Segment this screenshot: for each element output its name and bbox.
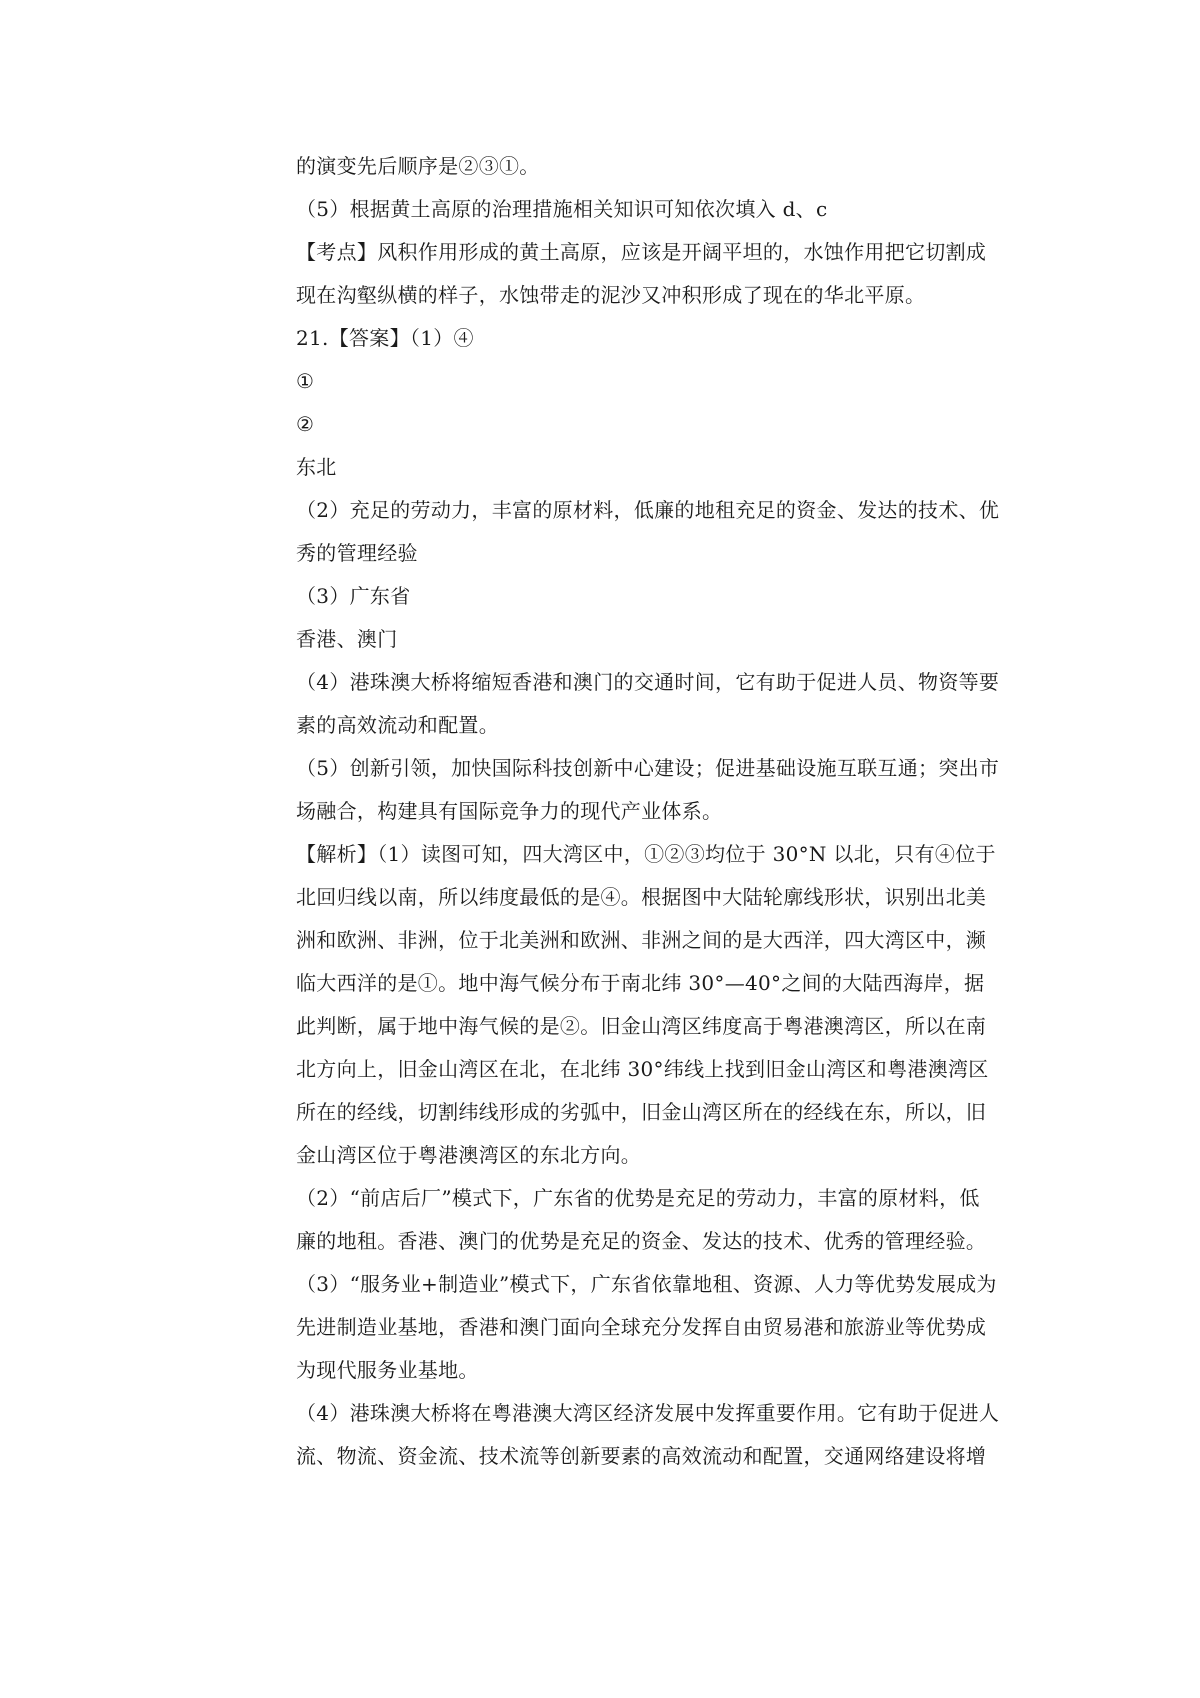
text-line: 廉的地租。香港、澳门的优势是充足的资金、发达的技术、优秀的管理经验。 <box>296 1229 987 1253</box>
text-line: 金山湾区位于粤港澳湾区的东北方向。 <box>296 1143 642 1167</box>
text-line: ① <box>296 369 315 393</box>
text-line: 为现代服务业基地。 <box>296 1358 479 1382</box>
text-line: 北回归线以南，所以纬度最低的是④。根据图中大陆轮廓线形状，识别出北美 <box>296 885 987 909</box>
text-line: 北方向上，旧金山湾区在北，在北纬 30°纬线上找到旧金山湾区和粤港澳湾区 <box>296 1057 989 1081</box>
text-line: （3）广东省 <box>296 584 411 608</box>
text-line: （4）港珠澳大桥将在粤港澳大湾区经济发展中发挥重要作用。它有助于促进人 <box>296 1401 1000 1425</box>
text-line: 的演变先后顺序是②③①。 <box>296 154 540 178</box>
text-line: （4）港珠澳大桥将缩短香港和澳门的交通时间，它有助于促进人员、物资等要 <box>296 670 1000 694</box>
text-line: 洲和欧洲、非洲，位于北美洲和欧洲、非洲之间的是大西洋，四大湾区中，濒 <box>296 928 987 952</box>
jiexi-line: 【解析】（1）读图可知，四大湾区中，①②③均位于 30°N 以北，只有④位于 <box>296 842 996 866</box>
text-line: （2）充足的劳动力，丰富的原材料，低廉的地租充足的资金、发达的技术、优 <box>296 498 1000 522</box>
text-line: ② <box>296 412 315 436</box>
answer-heading: 21.【答案】（1）④ <box>296 326 474 350</box>
text-line: 流、物流、资金流、技术流等创新要素的高效流动和配置，交通网络建设将增 <box>296 1444 987 1468</box>
text-line: 先进制造业基地，香港和澳门面向全球充分发挥自由贸易港和旅游业等优势成 <box>296 1315 987 1339</box>
text-line: （2）“前店后厂”模式下，广东省的优势是充足的劳动力，丰富的原材料，低 <box>296 1186 980 1210</box>
text-line: 秀的管理经验 <box>296 541 418 565</box>
kaodian-line: 【考点】风积作用形成的黄土高原，应该是开阔平坦的，水蚀作用把它切割成 <box>296 240 987 264</box>
text-line: 东北 <box>296 455 337 479</box>
text-line: 香港、澳门 <box>296 627 398 651</box>
text-line: 场融合，构建具有国际竞争力的现代产业体系。 <box>296 799 723 823</box>
text-line: 临大西洋的是①。地中海气候分布于南北纬 30°—40°之间的大陆西海岸，据 <box>296 971 985 995</box>
text-line: 此判断，属于地中海气候的是②。旧金山湾区纬度高于粤港澳湾区，所以在南 <box>296 1014 987 1038</box>
text-line: （5）根据黄土高原的治理措施相关知识可知依次填入 d、c <box>296 197 828 221</box>
text-line: 素的高效流动和配置。 <box>296 713 499 737</box>
text-line: （3）“服务业+制造业”模式下，广东省依靠地租、资源、人力等优势发展成为 <box>296 1272 997 1296</box>
text-line: （5）创新引领，加快国际科技创新中心建设；促进基础设施互联互通；突出市 <box>296 756 1000 780</box>
text-line: 所在的经线，切割纬线形成的劣弧中，旧金山湾区所在的经线在东，所以，旧 <box>296 1100 987 1124</box>
text-line: 现在沟壑纵横的样子，水蚀带走的泥沙又冲积形成了现在的华北平原。 <box>296 283 926 307</box>
